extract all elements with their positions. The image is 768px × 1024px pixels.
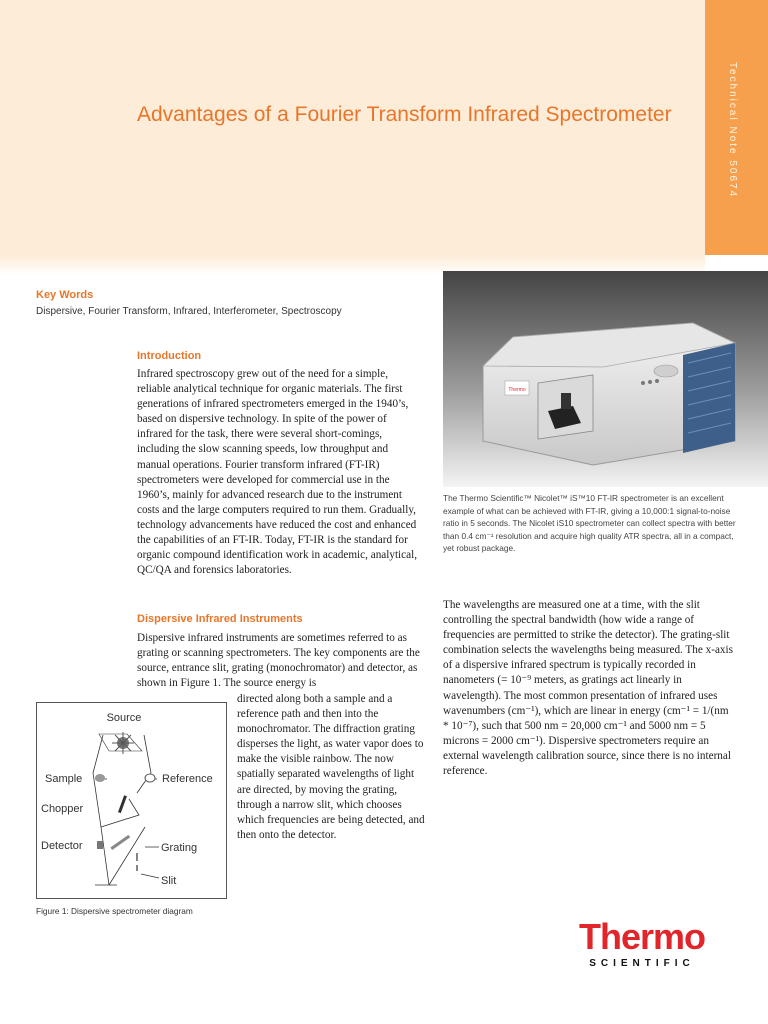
key-words-heading: Key Words	[36, 289, 94, 301]
wavelength-text: The wavelengths are measured one at a time, with the slit controlling the spectral bandwidth (how wide a range of frequencies are permitted to strike the detector). The grating-slit combination selects the wavelengths being measured. The x-axis of a dispersive infrared spectrum is typically recorded in nanometers (= 10⁻⁹ meters, as gratings act linearly in wavelength). The most common presentation of infrared uses wavenumbers (cm⁻¹), which are linear in energy (cm⁻¹ = 1/(nm * 10⁻⁷), such that 500 nm = 20,000 cm⁻¹ and 5000 nm = 5 microns = 2000 cm⁻¹). Dispersive spectrometers require an external wavelength calibration source, since there is no internal reference.	[443, 599, 733, 778]
label-sample: Sample	[45, 773, 83, 785]
label-chopper: Chopper	[41, 803, 84, 815]
grating-icon	[110, 835, 130, 850]
logo-sub-text: SCIENTIFIC	[589, 958, 695, 969]
page-title: Advantages of a Fourier Transform Infrared Spectrometer	[137, 103, 672, 126]
logo-main-text: Thermo	[578, 916, 705, 957]
photo-caption: The Thermo Scientific™ Nicolet™ iS™10 FT-IR spectrometer is an excellent example of what can be achieved with FT-IR, giving a 10,000:1 signal-to-noise ratio in 5 seconds. The Nicolet iS10 spectrometer can collect spectra with better than 0.4 cm⁻¹ resolution and acquire high quality ATR spectra, all in a compact, yet robust package.	[443, 493, 736, 554]
dispersive-text-narrow: directed along both a sample and a reference path and then into the monochromator. The diffraction grating disperses the light, as water vapor does to make the visible rainbow. The now spatially separated wavelengths of light are directed, by moving the grating, through a narrow slit, which chooses which frequencies are being detected, and then onto the detector.	[237, 693, 425, 841]
introduction-text: Infrared spectroscopy grew out of the need for a simple, reliable analytical technique for organic materials. The first generations of infrared spectrometers emerged in the 1940’s, based on dispersive technology. In spite of the power of infrared for the task, there were several short-comings, including the slow scanning speeds, low throughput and manual operations. Fourier transform infrared (FT-IR) spectrometers were developed for commercial use in the 1960’s, mainly for advanced research due to the instrument costs and the large computers required to run them. Gradually, technology advancements have reduced the cost and enhanced the capabilities of an FT-IR. Today, FT-IR is the standard for organic compound identification work in academic, analytical, QC/QA and forensics laboratories.	[137, 368, 418, 577]
svg-text:Thermo: Thermo	[508, 387, 526, 393]
label-reference: Reference	[162, 773, 213, 785]
chopper-icon	[118, 795, 127, 813]
technical-note-label: Technical Note 50674	[727, 62, 738, 199]
figure-caption: Figure 1: Dispersive spectrometer diagram	[36, 906, 193, 916]
dispersive-heading: Dispersive Infrared Instruments	[137, 613, 303, 625]
reference-cell-icon	[145, 774, 155, 782]
label-slit: Slit	[161, 875, 177, 887]
introduction-heading: Introduction	[137, 350, 202, 362]
label-grating: Grating	[161, 842, 198, 854]
label-detector: Detector	[41, 840, 83, 852]
source-icon	[112, 732, 134, 754]
spectrometer-photo	[443, 271, 768, 487]
dispersive-text-full: Dispersive infrared instruments are sometimes referred to as grating or scanning spectrometers. The key components are the source, entrance slit, grating (monochromator) and detector, as shown in Figure 1. The source energy is	[137, 632, 420, 690]
figure-1-diagram	[36, 702, 227, 899]
label-source: Source	[106, 712, 142, 724]
thermo-scientific-logo	[572, 918, 712, 969]
sample-cell-icon	[95, 774, 105, 782]
key-words-text: Dispersive, Fourier Transform, Infrared, Interferometer, Spectroscopy	[36, 306, 342, 317]
detector-icon	[97, 841, 103, 849]
